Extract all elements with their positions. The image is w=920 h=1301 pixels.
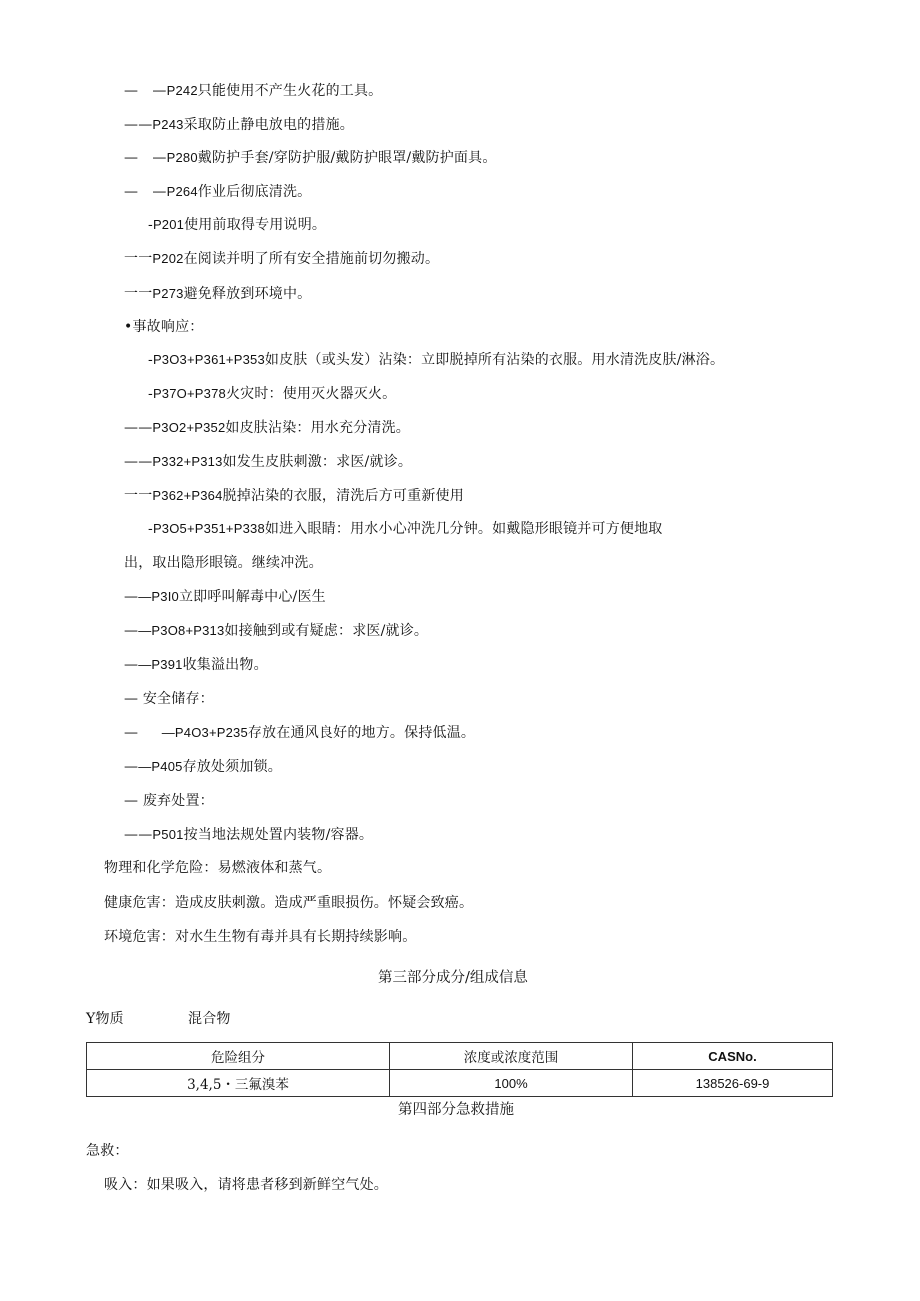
statement-continuation: 出，取出隐形眼镜。继续冲洗。 — [124, 555, 323, 571]
substance-label: Y物质 — [86, 1011, 124, 1027]
section-heading-response: •事故响应： — [124, 319, 204, 335]
section-heading-storage: — 安全储存： — [124, 691, 214, 707]
statement-line: 一一P362+P364脱掉沾染的衣服，清洗后方可重新使用 — [124, 488, 464, 504]
statement-line: ——P3I0立即呼叫解毒中心/医生 — [124, 589, 326, 605]
section3-title: 第三部分成分/组成信息 — [378, 970, 528, 986]
statement-line: ——P391收集溢出物。 — [124, 657, 268, 673]
statement-line: — —P4O3+P235存放在通风良好的地方。保持低温。 — [124, 725, 476, 741]
table-row — [87, 1070, 833, 1097]
first-aid-label: 急救： — [86, 1143, 129, 1159]
statement-line: ——P405存放处须加锁。 — [124, 759, 282, 775]
statement-line: — —P280戴防护手套/穿防护服/戴防护眼罩/戴防护面具。 — [124, 150, 497, 166]
section-heading-disposal: — 废弃处置： — [124, 793, 214, 809]
statement-line: 一一P273避免释放到环境中。 — [124, 286, 312, 302]
cell-cas: 138526-69-9 — [633, 1070, 833, 1097]
table-header-row — [87, 1043, 833, 1070]
header-concentration: 浓度或浓度范围 — [390, 1043, 633, 1070]
statement-line: — —P264作业后彻底清洗。 — [124, 184, 312, 200]
composition-table — [86, 1042, 833, 1097]
statement-line: 一一P202在阅读并明了所有安全措施前切勿搬动。 — [124, 251, 440, 267]
statement-line: ——P3O8+P313如接触到或有疑虑：求医/就诊。 — [124, 623, 429, 639]
statement-line: ——P243采取防止静电放电的措施。 — [124, 117, 354, 133]
statement-line: -P37O+P378火灾时：使用灭火器灭火。 — [148, 386, 397, 402]
statement-line: -P201使用前取得专用说明。 — [148, 217, 327, 233]
statement-line: — —P242只能使用不产生火花的工具。 — [124, 83, 383, 99]
statement-line: -P3O3+P361+P353如皮肤（或头发）沾染：立即脱掉所有沾染的衣服。用水清洗皮肤/淋浴。 — [148, 352, 725, 368]
cell-component: 3,4,5・三氟溴苯 — [87, 1070, 390, 1097]
cell-concentration: 100% — [390, 1070, 633, 1097]
statement-line: ——P3O2+P352如皮肤沾染：用水充分清洗。 — [124, 420, 411, 436]
substance-value: 混合物 — [188, 1011, 231, 1027]
first-aid-inhalation: 吸入：如果吸入，请将患者移到新鲜空气处。 — [104, 1177, 388, 1193]
section4-title: 第四部分急救措施 — [398, 1102, 514, 1118]
statement-line: ——P332+P313如发生皮肤刺激：求医/就诊。 — [124, 454, 413, 470]
header-component: 危险组分 — [87, 1043, 390, 1070]
hazard-physical: 物理和化学危险：易燃液体和蒸气。 — [104, 860, 332, 876]
hazard-health: 健康危害：造成皮肤刺激。造成严重眼损伤。怀疑会致癌。 — [104, 895, 474, 911]
hazard-environment: 环境危害：对水生生物有毒并具有长期持续影响。 — [104, 929, 417, 945]
statement-line: -P3O5+P351+P338如进入眼睛：用水小心冲洗几分钟。如戴隐形眼镜并可方便地取 — [148, 521, 663, 537]
statement-line: ——P501按当地法规处置内装物/容器。 — [124, 827, 374, 843]
header-cas: CASNo. — [633, 1043, 833, 1070]
